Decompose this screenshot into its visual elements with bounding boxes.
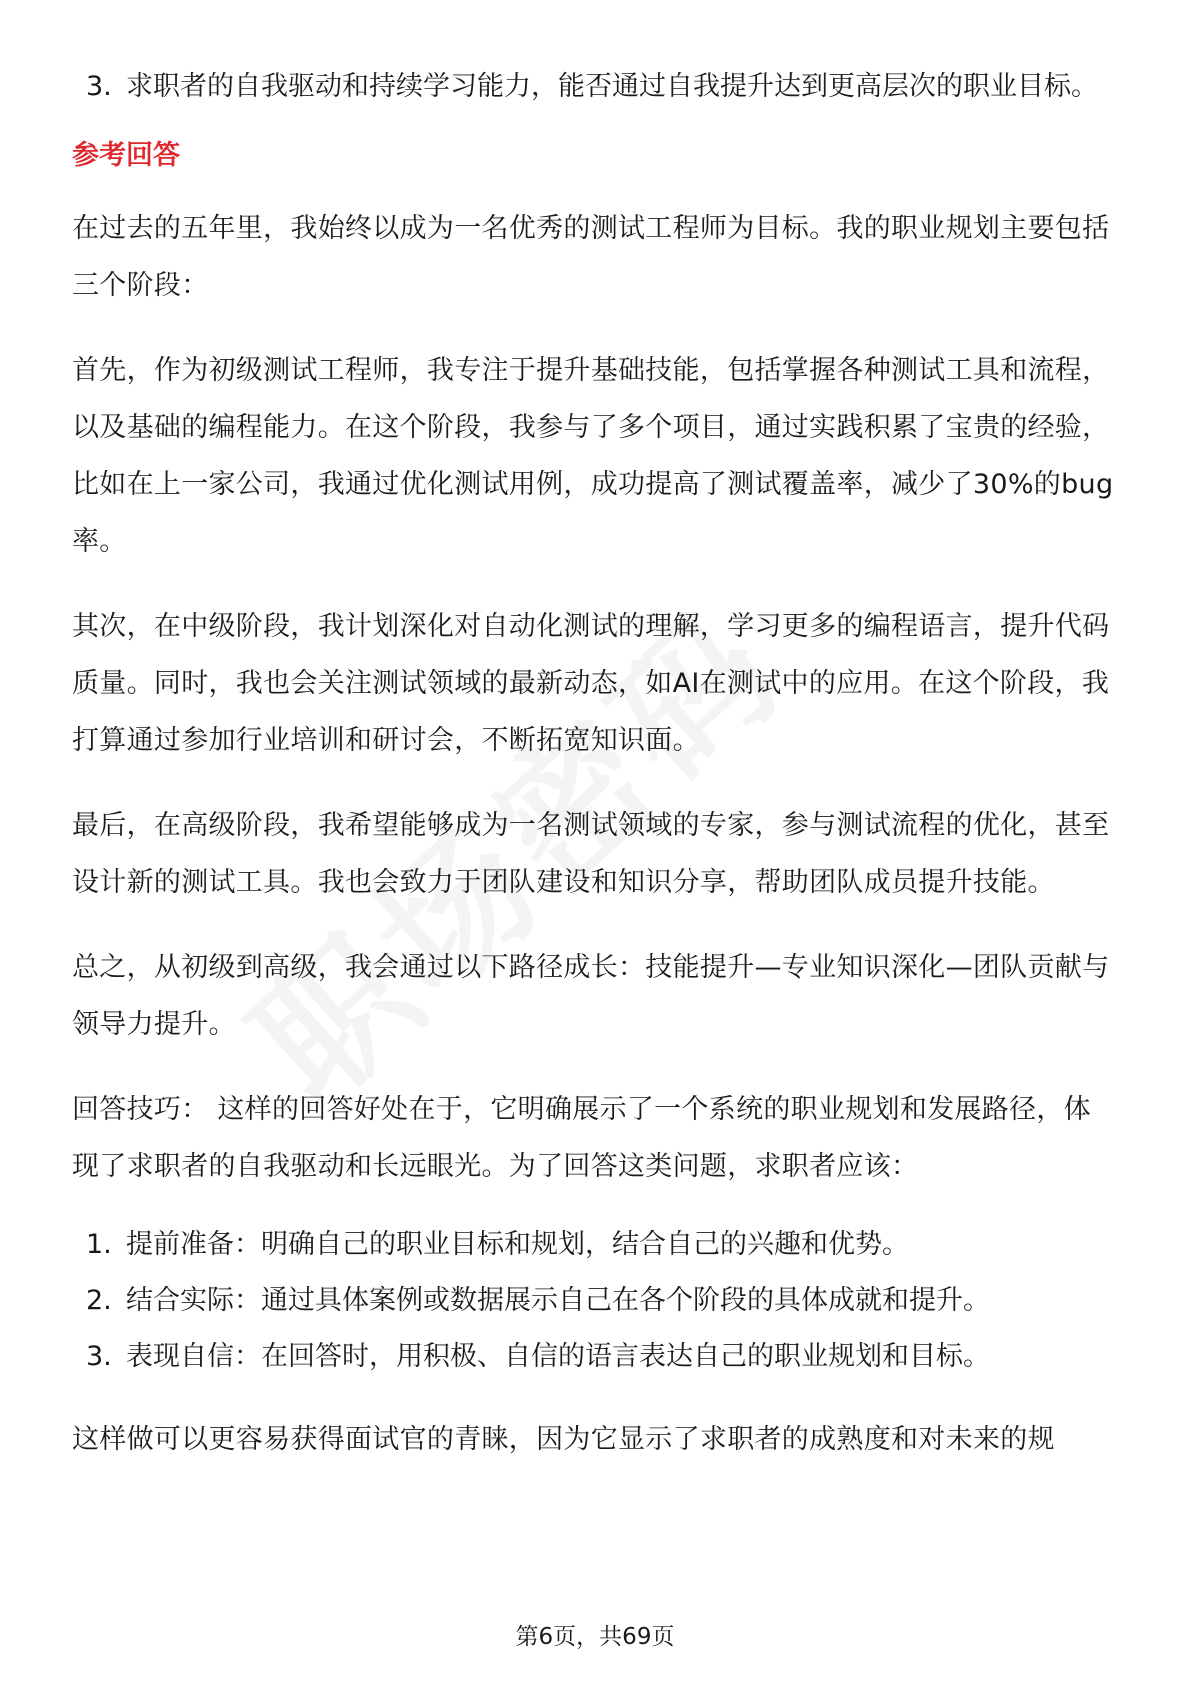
list-item-text: 结合实际：通过具体案例或数据展示自己在各个阶段的具体成就和提升。 bbox=[126, 1285, 990, 1316]
paragraph-answer-tips: 回答技巧： 这样的回答好处在于，它明确展示了一个系统的职业规划和发展路径，体现了求职者的自我驱动和长远眼光。为了回答这类问题，求职者应该： bbox=[72, 1094, 1091, 1182]
page-number-footer: 第6页，共69页 bbox=[515, 1624, 675, 1650]
paragraph-closing: 这样做可以更容易获得面试官的青睐，因为它显示了求职者的成熟度和对未来的规 bbox=[72, 1424, 1055, 1455]
list-item bbox=[72, 58, 1118, 115]
paragraph-intro: 在过去的五年里，我始终以成为一名优秀的测试工程师为目标。我的职业规划主要包括三个阶段： bbox=[72, 213, 1110, 301]
top-numbered-list bbox=[72, 58, 1118, 115]
paragraph-second-stage: 其次，在中级阶段，我计划深化对自动化测试的理解，学习更多的编程语言，提升代码质量。同时，我也会关注测试领域的最新动态，如AI在测试中的应用。在这个阶段，我打算通过参加行业培训和研讨会，不断拓宽知识面。 bbox=[72, 611, 1110, 756]
paragraph-summary: 总之，从初级到高级，我会通过以下路径成长：技能提升—专业知识深化—团队贡献与领导力提升。 bbox=[72, 952, 1110, 1040]
paragraph-first-stage: 首先，作为初级测试工程师，我专注于提升基础技能，包括掌握各种测试工具和流程，以及基础的编程能力。在这个阶段，我参与了多个项目，通过实践积累了宝贵的经验，比如在上一家公司，我通过优化测试用例，成功提高了测试覆盖率，减少了30%的bug率。 bbox=[72, 355, 1114, 557]
list-item-number: 1. bbox=[86, 1229, 112, 1260]
list-item-number: 3. bbox=[86, 71, 112, 102]
list-item bbox=[72, 1329, 1118, 1385]
list-item bbox=[72, 1273, 1118, 1329]
list-item-text: 表现自信：在回答时，用积极、自信的语言表达自己的职业规划和目标。 bbox=[126, 1341, 990, 1372]
list-item bbox=[72, 1217, 1118, 1273]
reference-answer-heading: 参考回答 bbox=[72, 140, 180, 171]
list-item-number: 3. bbox=[86, 1341, 112, 1372]
list-item-text: 求职者的自我驱动和持续学习能力，能否通过自我提升达到更高层次的职业目标。 bbox=[126, 71, 1098, 102]
list-item-number: 2. bbox=[86, 1285, 112, 1316]
list-item-text: 提前准备：明确自己的职业目标和规划，结合自己的兴趣和优势。 bbox=[126, 1229, 909, 1260]
tips-numbered-list bbox=[72, 1217, 1118, 1385]
paragraph-final-stage: 最后，在高级阶段，我希望能够成为一名测试领域的专家，参与测试流程的优化，甚至设计新的测试工具。我也会致力于团队建设和知识分享，帮助团队成员提升技能。 bbox=[72, 810, 1110, 898]
page-content bbox=[72, 58, 1118, 1496]
